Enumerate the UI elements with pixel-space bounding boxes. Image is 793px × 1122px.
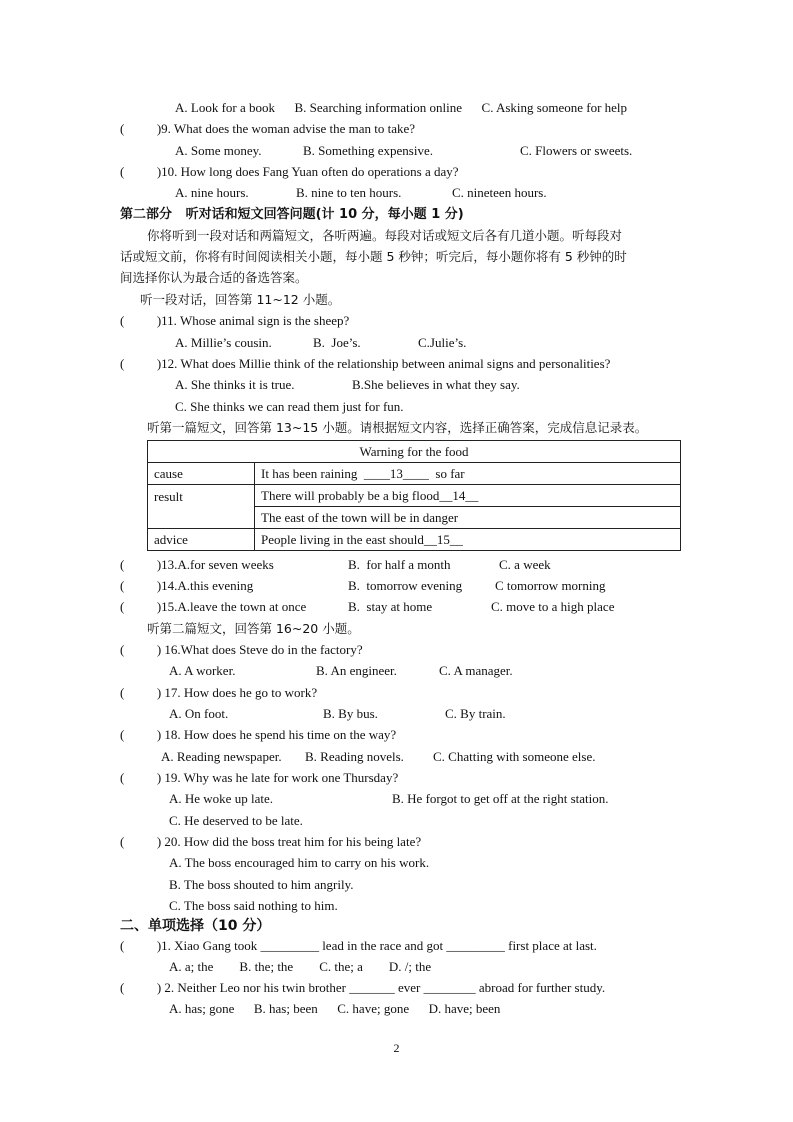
part2-instruction-3: 间选择你认为最合适的备选答案。 [120,270,308,285]
table-row-text: People living in the east should__15__ [255,529,681,551]
part2-instruction-1: 你将听到一段对话和两篇短文，各听两遍。每段对话或短文后各有几道小题。听每段对 [147,228,623,243]
q19-option-c: C. He deserved to be late. [169,813,303,828]
q19-option-a: A. He woke up late. [169,791,273,806]
s2-q2-question: ( ) 2. Neither Leo nor his twin brother _______ ever ________ abroad for further study. [120,980,606,995]
table-header-row [148,441,681,463]
s2-q1-options: A. a; the B. the; the C. the; a D. /; the [169,959,432,974]
q10-question: ( )10. How long does Fang Yuan often do operations a day? [120,164,459,179]
q17-option-b: B. By bus. [323,706,378,721]
q20-option-c: C. The boss said nothing to him. [169,898,338,913]
q15-question: ( )15.A.leave the town at once [120,599,307,614]
q10-option-b: B. nine to ten hours. [296,185,402,200]
table-row-label: advice [148,529,255,551]
q13-option-b: B. for half a month [348,557,451,572]
s2-q2-options: A. has; gone B. has; been C. have; gone D. have; been [169,1001,501,1016]
q9-option-b: B. Something expensive. [303,143,433,158]
q18-question: ( ) 18. How does he spend his time on the way? [120,727,397,742]
q20-option-a: A. The boss encouraged him to carry on his work. [169,855,430,870]
q8-options: A. Look for a book B. Searching information online C. Asking someone for help [175,100,628,115]
q20-question: ( ) 20. How did the boss treat him for his being late? [120,834,422,849]
table-row-text: The east of the town will be in danger [255,507,681,529]
q14-question: ( )14.A.this evening [120,578,254,593]
passage1-intro: 听第一篇短文，回答第 13~15 小题。请根据短文内容，选择正确答案，完成信息记录表。 [147,420,648,435]
q12-option-a: A. She thinks it is true. [175,377,295,392]
q17-option-a: A. On foot. [169,706,229,721]
table-row-label: result [148,485,255,529]
page-number: 2 [393,1041,400,1055]
s2-q1-question: ( )1. Xiao Gang took _________ lead in the race and got _________ first place at last. [120,938,597,953]
table-row-text: It has been raining ____13____ so far [255,463,681,485]
q18-option-b: B. Reading novels. [305,749,404,764]
table-row [148,529,681,551]
q12-option-c: C. She thinks we can read them just for fun. [175,399,404,414]
table-title: Warning for the food [148,441,681,463]
q15-option-b: B. stay at home [348,599,433,614]
q16-option-c: C. A manager. [439,663,513,678]
q13-option-c: C. a week [499,557,551,572]
q9-option-a: A. Some money. [175,143,262,158]
q10-option-a: A. nine hours. [175,185,249,200]
q11-option-c: C.Julie’s. [418,335,467,350]
q17-question: ( ) 17. How does he go to work? [120,685,318,700]
information-record-table [147,440,681,551]
q17-option-c: C. By train. [445,706,506,721]
table-row [148,485,681,507]
q18-option-a: A. Reading newspaper. [161,749,282,764]
q18-option-c: C. Chatting with someone else. [433,749,596,764]
q15-option-c: C. move to a high place [491,599,615,614]
q19-question: ( ) 19. Why was he late for work one Thursday? [120,770,399,785]
q19-option-b: B. He forgot to get off at the right station. [392,791,609,806]
q14-option-c: C tomorrow morning [495,578,606,593]
q16-option-a: A. A worker. [169,663,236,678]
q14-option-b: B. tomorrow evening [348,578,463,593]
part2-heading: 第二部分 听对话和短文回答问题(计 10 分，每小题 1 分) [120,207,464,222]
table-row-label: cause [148,463,255,485]
q11-option-b: B. Joe’s. [313,335,361,350]
section2-heading: 二、单项选择（10 分） [120,918,271,934]
dialog-intro: 听一段对话，回答第 11~12 小题。 [140,292,341,307]
q16-option-b: B. An engineer. [316,663,397,678]
q9-question: ( )9. What does the woman advise the man to take? [120,121,416,136]
q20-option-b: B. The boss shouted to him angrily. [169,877,354,892]
table-row [148,463,681,485]
part2-instruction-2: 话或短文前，你将有时间阅读相关小题，每小题 5 秒钟；听完后，每小题你将有 5 秒钟的时 [120,249,627,264]
q9-option-c: C. Flowers or sweets. [520,143,633,158]
q11-option-a: A. Millie’s cousin. [175,335,272,350]
table-row-text: There will probably be a big flood__14__ [255,485,681,507]
passage2-intro: 听第二篇短文，回答第 16~20 小题。 [147,621,360,636]
q16-question: ( ) 16.What does Steve do in the factory? [120,642,363,657]
q10-option-c: C. nineteen hours. [452,185,547,200]
q13-question: ( )13.A.for seven weeks [120,557,274,572]
q11-question: ( )11. Whose animal sign is the sheep? [120,313,350,328]
q12-option-b: B.She believes in what they say. [352,377,520,392]
q12-question: ( )12. What does Millie think of the relationship between animal signs and personalities? [120,356,611,371]
